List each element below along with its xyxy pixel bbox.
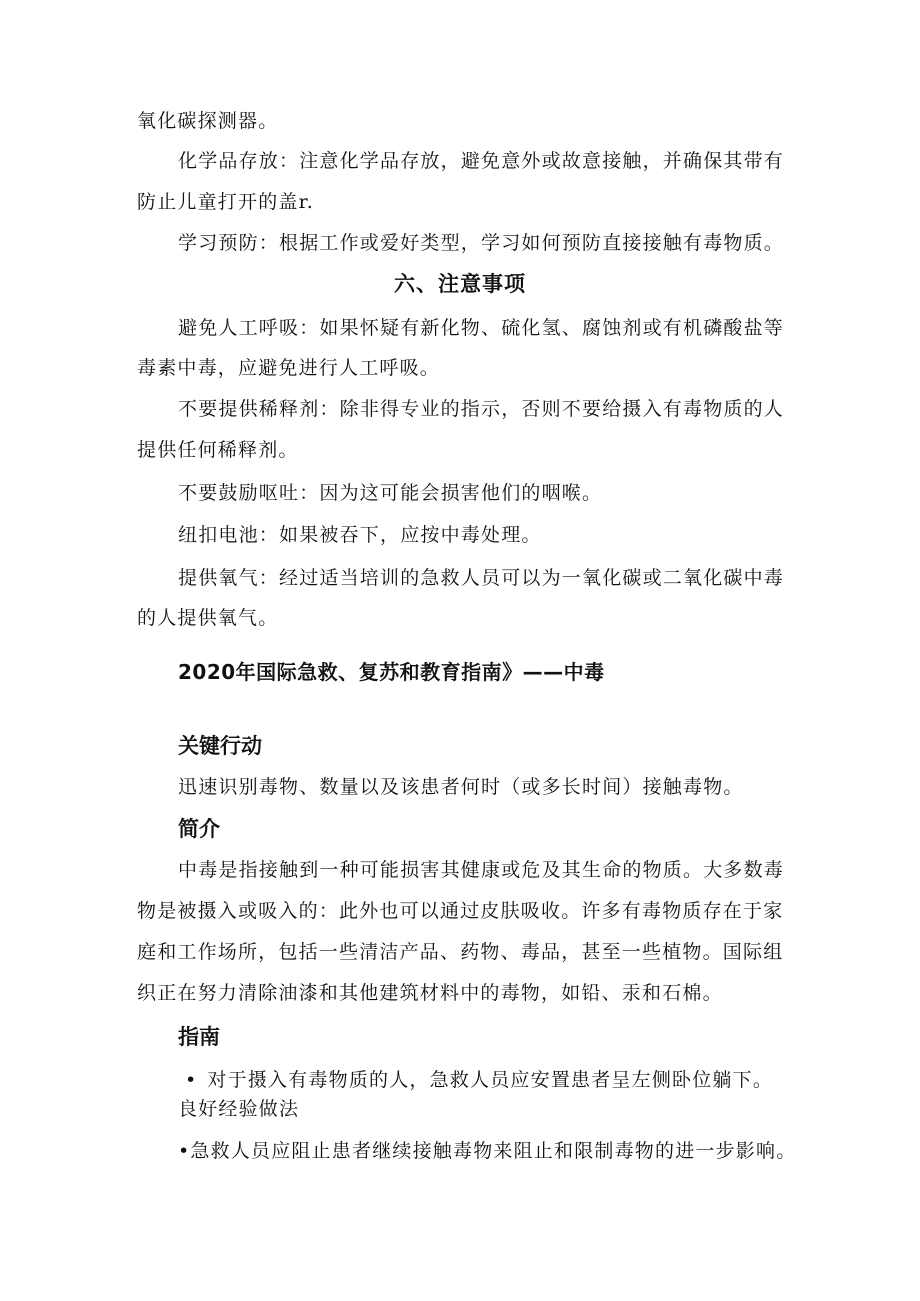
- paragraph-line: 中毒是指接触到一种可能损害其健康或危及其生命的物质。大多数毒: [178, 859, 785, 881]
- key-actions-heading: 关键行动: [178, 734, 262, 758]
- paragraph-line: 防止儿童打开的盖r.: [137, 191, 315, 213]
- paragraph-line: 化学品存放：注意化学品存放，避免意外或故意接触，并确保其带有: [178, 150, 785, 172]
- paragraph-line: 迅速识别毒物、数量以及该患者何时（或多长时间）接触毒物。: [178, 776, 744, 798]
- guide-title: 2020年国际急救、复苏和教育指南》——中毒: [178, 660, 605, 684]
- paragraph-line: 庭和工作场所，包括一些清洁产品、药物、毒品，甚至一些植物。国际组: [137, 941, 784, 963]
- paragraph-line: 学习预防：根据工作或爱好类型，学习如何预防直接接触有毒物质。: [178, 232, 785, 254]
- paragraph-line: 提供任何稀释剂。: [137, 439, 299, 461]
- intro-heading: 简介: [178, 817, 220, 841]
- list-item: •急救人员应阻止患者继续接触毒物来阻止和限制毒物的进一步影响。: [178, 1140, 797, 1162]
- paragraph-line: 物是被摄入或吸入的：此外也可以通过皮肤吸收。许多有毒物质存在于家: [137, 900, 784, 922]
- paragraph-line: 毒素中毒，应避免进行人工呼吸。: [137, 357, 441, 379]
- paragraph-line: 纽扣电池：如果被吞下，应按中毒处理。: [178, 524, 542, 546]
- subheading-line: 良好经验做法: [178, 1098, 300, 1120]
- section-heading: 六、注意事项: [394, 272, 526, 296]
- list-item-text: 对于摄入有毒物质的人，急救人员应安置患者呈左侧卧位躺下。: [207, 1069, 774, 1091]
- paragraph-line: 提供氧气：经过适当培训的急救人员可以为一氧化碳或二氧化碳中毒: [178, 567, 785, 589]
- paragraph-line: 避免人工呼吸：如果怀疑有新化物、硫化氢、腐蚀剂或有机磷酸盐等: [178, 317, 785, 339]
- list-item: [185, 1067, 773, 1093]
- paragraph-line: 氧化碳探测器。: [137, 110, 279, 132]
- guide-heading: 指南: [178, 1025, 220, 1049]
- bullet-icon: •: [185, 1069, 198, 1091]
- paragraph-line: 不要提供稀释剂：除非得专业的指示，否则不要给摄入有毒物质的人: [178, 398, 785, 420]
- paragraph-line: 的人提供氧气。: [137, 607, 279, 629]
- paragraph-line: 不要鼓励呕吐：因为这可能会损害他们的咽喉。: [178, 482, 603, 504]
- paragraph-line: 织正在努力清除油漆和其他建筑材料中的毒物，如铅、汞和石棉。: [137, 982, 723, 1004]
